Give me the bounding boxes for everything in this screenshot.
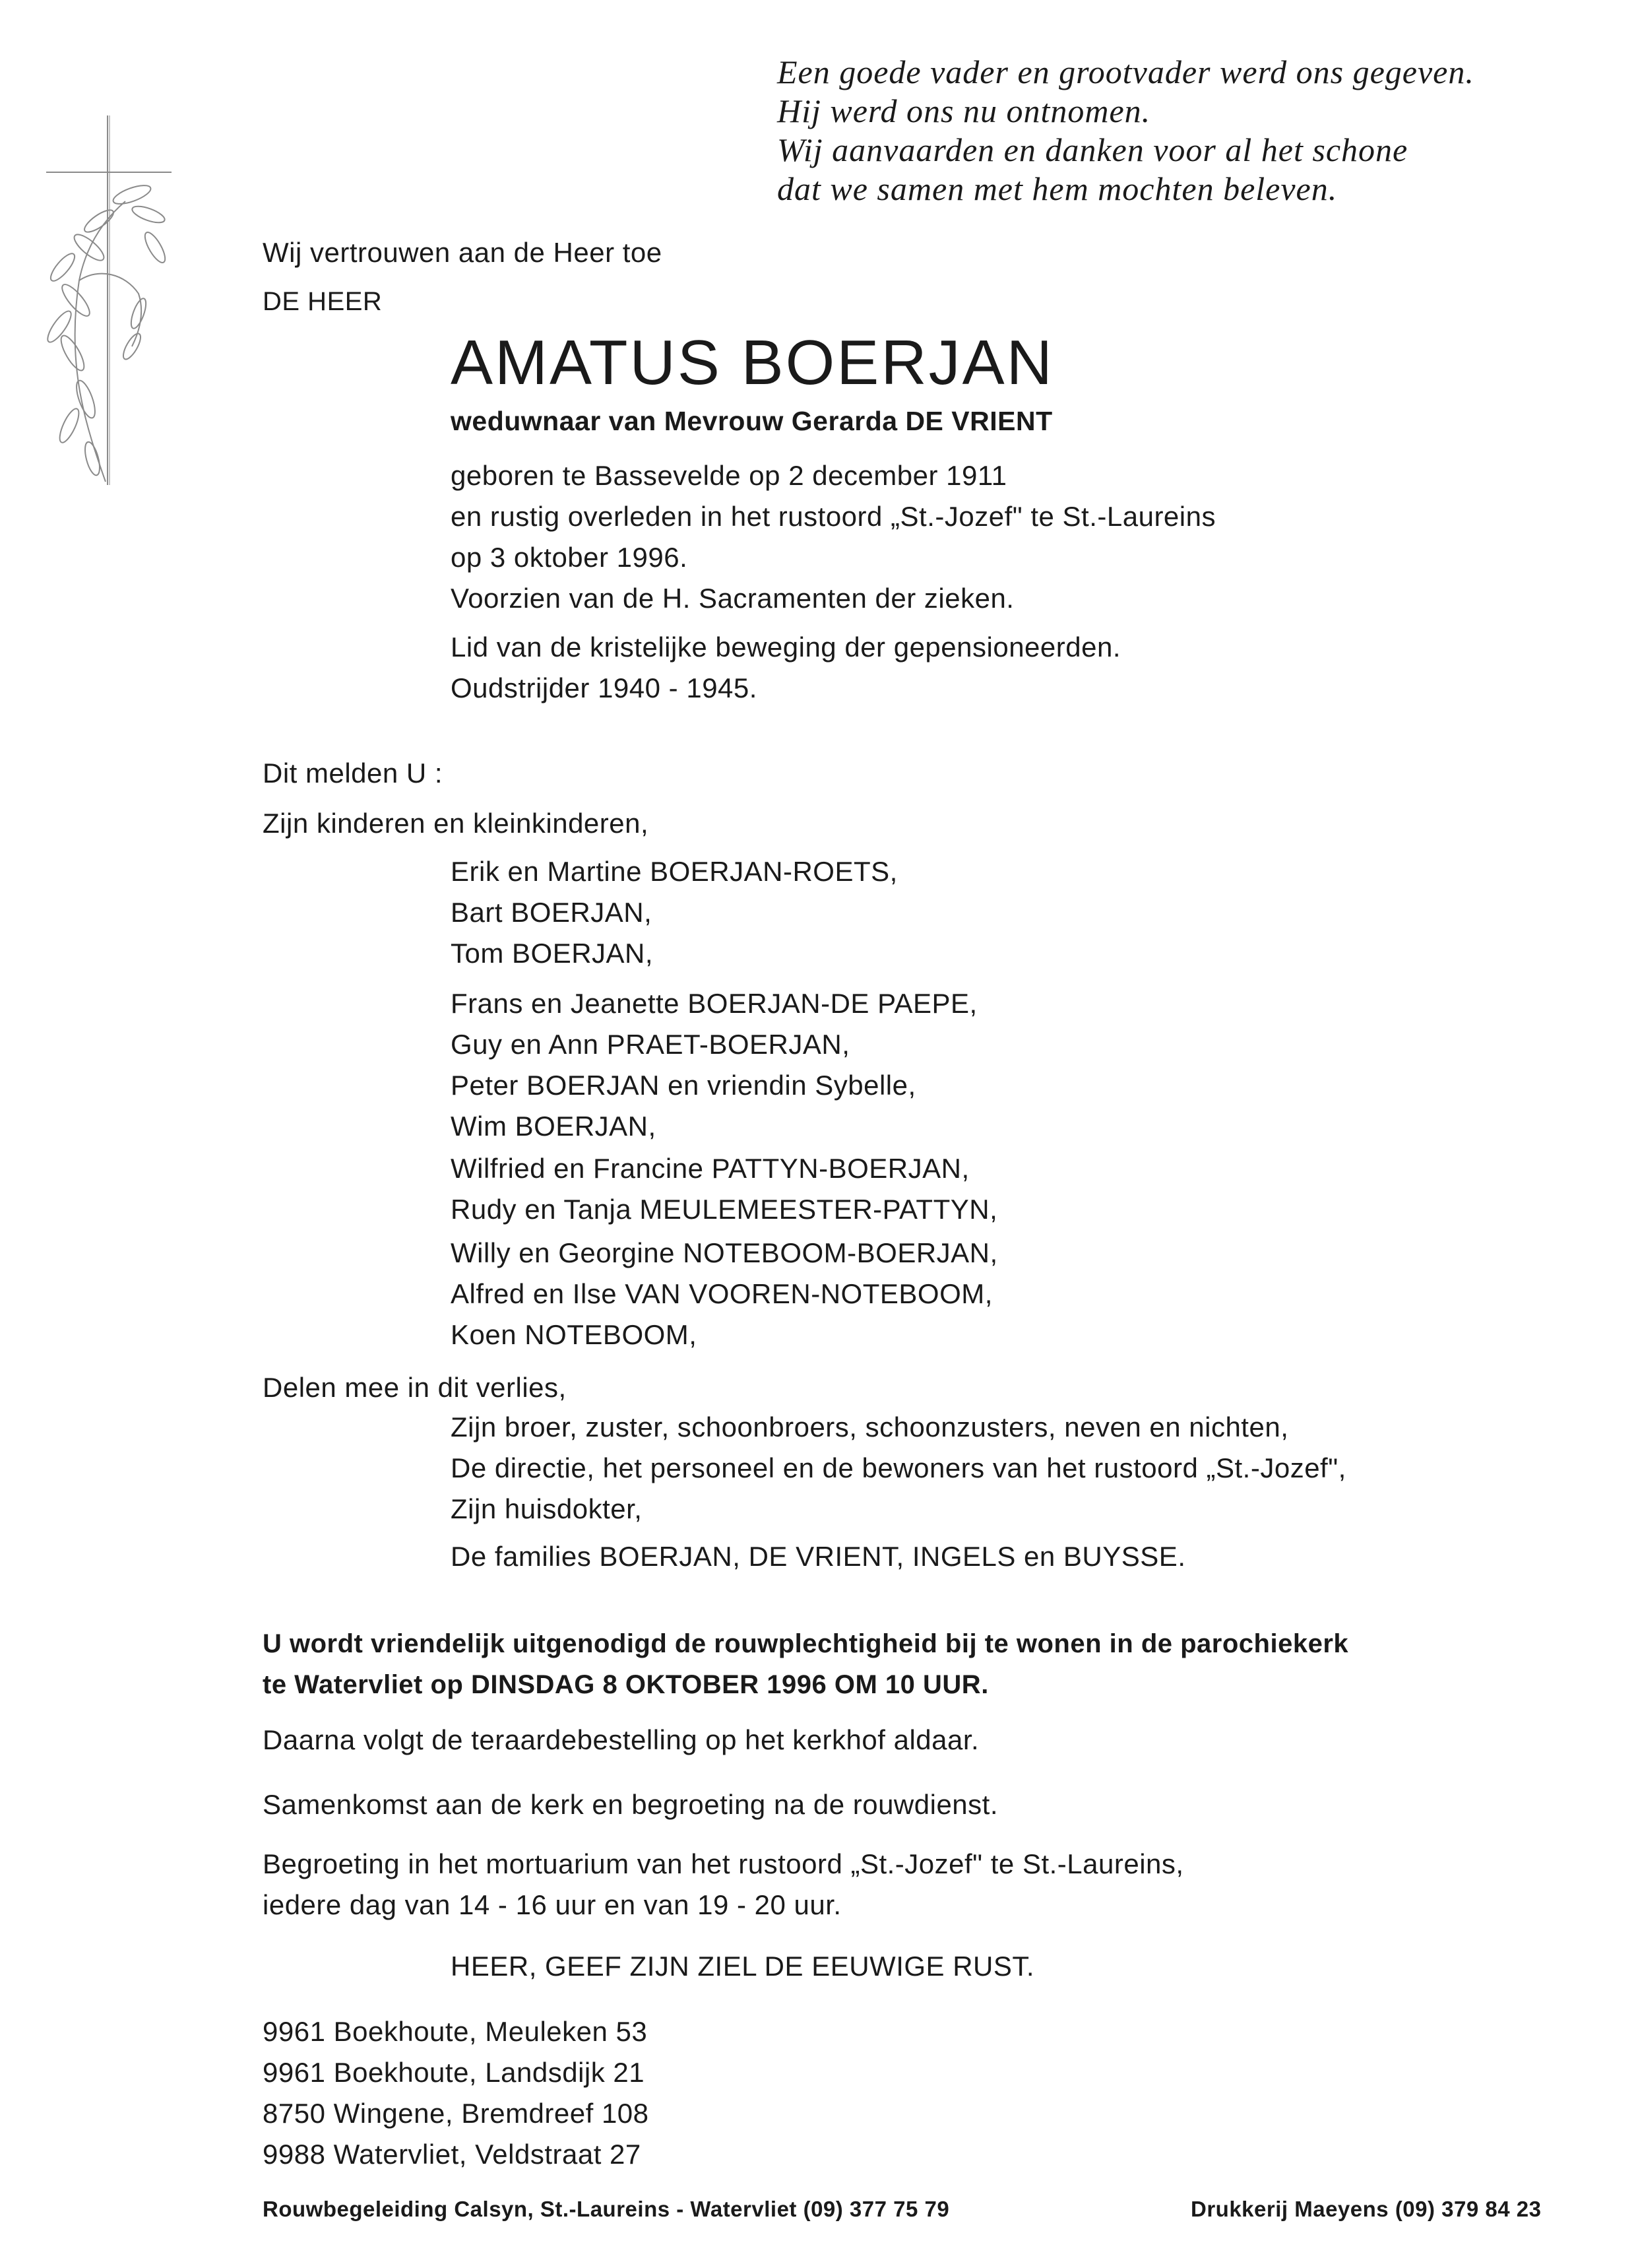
deceased-name: AMATUS BOERJAN <box>451 327 1054 398</box>
family-line: Alfred en Ilse VAN VOOREN-NOTEBOOM, <box>451 1278 993 1309</box>
address-line: 9988 Watervliet, Veldstraat 27 <box>263 2139 641 2170</box>
addresses-block <box>263 2011 649 2175</box>
bio-line: op 3 oktober 1996. <box>451 542 688 573</box>
family-line: Tom BOERJAN, <box>451 938 654 969</box>
family-group <box>451 983 978 1147</box>
membership-line: Lid van de kristelijke beweging der gepensioneerden. <box>451 632 1121 663</box>
family-line: Guy en Ann PRAET-BOERJAN, <box>451 1029 850 1060</box>
bio-line: geboren te Bassevelde op 2 december 1911 <box>451 460 1007 491</box>
poem <box>777 53 1635 209</box>
bio-block <box>451 455 1216 619</box>
burial-text: Daarna volgt de teraardebestelling op het kerkhof aldaar. <box>263 1724 980 1755</box>
viewing-line: Begroeting in het mortuarium van het rustoord „St.-Jozef" te St.-Laureins, <box>263 1848 1184 1879</box>
share-line: Zijn broer, zuster, schoonbroers, schoonzusters, neven en nichten, <box>451 1411 1289 1442</box>
poem-line: Wij aanvaarden en danken voor al het schone <box>777 131 1408 168</box>
family-group <box>451 1148 997 1230</box>
families-line: De families BOERJAN, DE VRIENT, INGELS en BUYSSE. <box>451 1541 1186 1572</box>
poem-line: Hij werd ons nu ontnomen. <box>777 92 1151 129</box>
membership-line: Oudstrijder 1940 - 1945. <box>451 672 757 703</box>
invitation-block <box>263 1623 1348 1705</box>
family-line: Willy en Georgine NOTEBOOM-BOERJAN, <box>451 1237 998 1268</box>
title-text: DE HEER <box>263 287 383 316</box>
share-line: De directie, het personeel en de bewoners van het rustoord „St.-Jozef", <box>451 1452 1346 1483</box>
address-line: 8750 Wingene, Bremdreef 108 <box>263 2098 649 2129</box>
poem-line: dat we samen met hem mochten beleven. <box>777 170 1338 207</box>
family-line: Peter BOERJAN en vriendin Sybelle, <box>451 1070 916 1101</box>
announce-heading: Dit melden U : <box>263 758 443 789</box>
address-line: 9961 Boekhoute, Meuleken 53 <box>263 2016 648 2047</box>
invitation-line: te Watervliet op DINSDAG 8 OKTOBER 1996 OM 10 UUR. <box>263 1670 989 1699</box>
invitation-line: U wordt vriendelijk uitgenodigd de rouwplechtigheid bij te wonen in de parochiekerk <box>263 1629 1349 1658</box>
poem-line: Een goede vader en grootvader werd ons gegeven. <box>777 53 1474 90</box>
footer-funeral-service: Rouwbegeleiding Calsyn, St.-Laureins - Watervliet (09) 377 75 79 <box>263 2197 950 2221</box>
family-line: Koen NOTEBOOM, <box>451 1319 697 1350</box>
share-line: Zijn huisdokter, <box>451 1493 643 1524</box>
family-line: Bart BOERJAN, <box>451 897 652 928</box>
family-group <box>451 851 898 974</box>
viewing-block <box>263 1844 1184 1926</box>
family-intro: Zijn kinderen en kleinkinderen, <box>263 808 649 839</box>
footer-printer: Drukkerij Maeyens (09) 379 84 23 <box>1191 2197 1542 2221</box>
intro-text: Wij vertrouwen aan de Heer toe <box>263 237 662 268</box>
family-line: Rudy en Tanja MEULEMEESTER-PATTYN, <box>451 1194 998 1225</box>
address-line: 9961 Boekhoute, Landsdijk 21 <box>263 2057 645 2088</box>
cross-branch-icon <box>40 115 185 498</box>
family-group <box>451 1233 998 1355</box>
bio-line: en rustig overleden in het rustoord „St.-Jozef" te St.-Laureins <box>451 501 1216 532</box>
family-line: Wim BOERJAN, <box>451 1111 656 1142</box>
family-line: Wilfried en Francine PATTYN-BOERJAN, <box>451 1153 970 1184</box>
prayer-text: HEER, GEEF ZIJN ZIEL DE EEUWIGE RUST. <box>451 1951 1035 1982</box>
family-line: Erik en Martine BOERJAN-ROETS, <box>451 856 898 887</box>
share-block <box>451 1407 1346 1530</box>
widower-text: weduwnaar van Mevrouw Gerarda DE VRIENT <box>451 406 1053 436</box>
memberships-block <box>451 627 1121 709</box>
bio-line: Voorzien van de H. Sacramenten der zieken. <box>451 583 1015 614</box>
gathering-text: Samenkomst aan de kerk en begroeting na de rouwdienst. <box>263 1789 999 1820</box>
viewing-line: iedere dag van 14 - 16 uur en van 19 - 20 uur. <box>263 1889 842 1920</box>
share-intro: Delen mee in dit verlies, <box>263 1372 567 1403</box>
family-line: Frans en Jeanette BOERJAN-DE PAEPE, <box>451 988 978 1019</box>
